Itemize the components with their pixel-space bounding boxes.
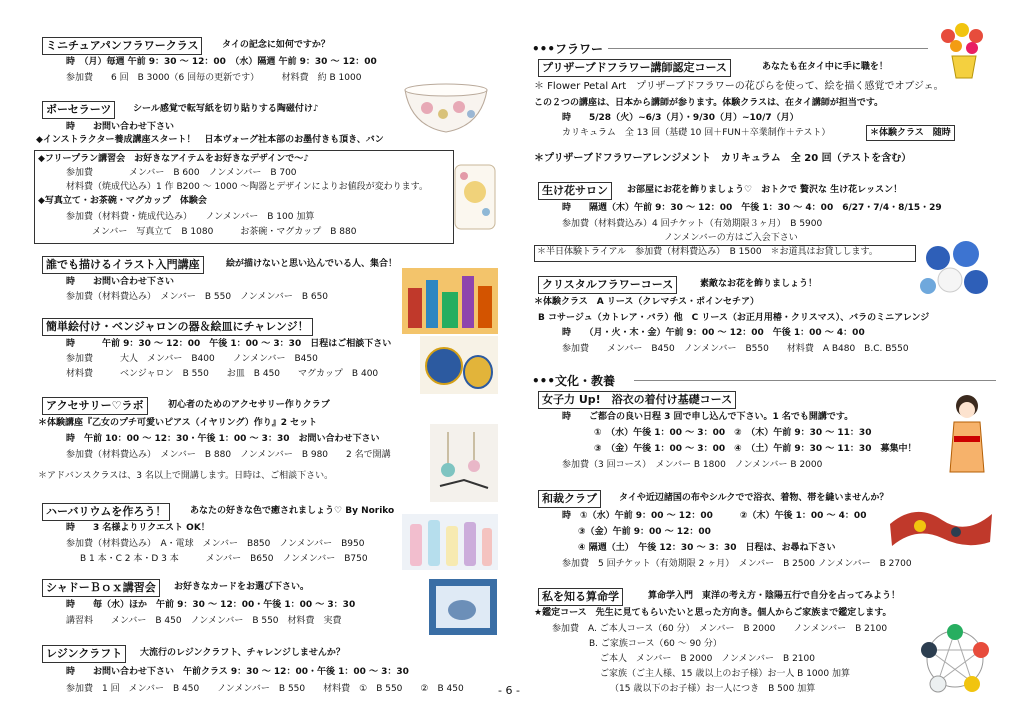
tea-bowl-image — [397, 76, 495, 138]
porcelarts-freeplan: ◆フリープラン講習会 お好きなアイテムをお好きなデザインで～♪ — [38, 154, 309, 164]
ikebana-title: 生け花サロン — [538, 182, 612, 200]
crystal-title: クリスタルフラワーコース — [538, 276, 677, 294]
wasai-title: 和裁クラブ — [538, 490, 601, 508]
wasai-subtitle: タイや近辺諸国の布やシルクでで浴衣、着物、帯を縫いませんか？ — [619, 493, 889, 503]
flower-section-title: •••フラワー — [532, 42, 604, 56]
kimono-slot-1-2: ① （水）午後 1：00 ～ 3：00 ② （木）午前 9：30 ～ 11：30 — [594, 428, 872, 438]
illust-title: 誰でも描けるイラスト入門講座 — [42, 256, 204, 274]
porcelarts-subtitle: シール感覚で転写紙を切り貼りする陶磁付け♪ — [133, 104, 319, 114]
kimono-time: 時 ご都合の良い日程 3 回で申し込んで下さい。1 名でも開講です。 — [562, 412, 854, 422]
accessory-time: 時 午前 10：00 ～ 12：30・午後 1：00 ～ 3：30 お問い合わせ下さい — [66, 434, 380, 444]
porcelarts-trial: ◆写真立て・お茶碗・マグカップ 体験会 — [38, 196, 207, 206]
benjarong-image — [420, 336, 498, 394]
preserved-trial-badge: ＊体験クラス 随時 — [866, 125, 955, 141]
preserved-arrangement: ＊プリザーブドフラワーアレンジメント カリキュラム 全 20 回（テストを含む） — [534, 153, 912, 164]
kimono-fabric-image — [886, 496, 996, 552]
preserved-flower-petal: ＊ Flower Petal Art プリザーブドフラワーの花びらを使って、絵を描く感覚でオブジェ。 — [534, 81, 944, 92]
preserved-subtitle: あなたも在タイ中に手に職を！ — [762, 62, 888, 72]
shadowbox-time: 時 毎（水）ほか 午前 9：30 ～ 12：00・午後 1：00 ～ 3：30 — [66, 600, 356, 610]
benjarong-fee: 参加費 大人 メンバー B400 ノンメンバー B450 — [66, 354, 318, 364]
sanmei-subtitle: 算命学入門 東洋の考え方・陰陽五行で自分を占ってみよう！ — [648, 591, 901, 601]
porcelarts-time: 時 お問い合わせ下さい — [66, 122, 175, 132]
photo-frame-image — [452, 162, 498, 232]
miniature-subtitle: タイの記念に如何ですか？ — [222, 40, 330, 50]
sanmei-fee-self: ご本人 メンバー B 2000 ノンメンバー B 2100 — [600, 654, 815, 664]
kimono-slot-3-4: ③ （金）午後 1：00 ～ 3：00 ④ （土）午前 9：30 ～ 11：30 募集中！ — [594, 444, 917, 454]
preserved-title: プリザーブドフラワー講師認定コース — [538, 59, 731, 77]
kimono-title: 女子力 Up! 浴衣の着付け基礎コース — [538, 391, 736, 409]
sanmei-kantei: ★鑑定コース 先生に見てもらいたいと思った方向き。個人からご家族まで鑑定します。 — [534, 608, 892, 618]
porcelarts-instructor: ◆インストラクター養成講座スタート！ 日本ヴォーグ社本部のお墨付きも頂き、バン — [36, 135, 384, 145]
shadowbox-fee: 講習料 メンバー B 450 ノンメンバー B 550 材料費 実費 — [66, 616, 342, 626]
miniature-title: ミニチュアパンフラワークラス — [42, 37, 202, 55]
crystal-flower-image — [916, 238, 996, 306]
resin-time: 時 お問い合わせ下さい 午前クラス 9：30 ～ 12：00・午後 1：00 ～ 3：30 — [66, 667, 409, 677]
earrings-image — [430, 424, 498, 502]
resin-title: レジンクラフト — [42, 645, 126, 663]
preserved-time: 時 5/28（火）~6/3（月）・9/30（月）~10/7（月） — [562, 113, 799, 123]
five-elements-image — [918, 622, 992, 696]
herbarium-subtitle: あなたの好きな色で癒されましょう♡ By Noriko — [190, 506, 395, 516]
illust-subtitle: 絵が描けないと思い込んでいる人、集合！ — [226, 259, 398, 269]
porcelarts-freeplan-fee: 参加費 メンバー B 600 ノンメンバー B 700 — [66, 168, 297, 178]
accessory-advance: ＊アドバンスクラスは、3 名以上で開講します。日時は、ご相談下さい。 — [38, 471, 334, 481]
resin-fee: 参加費 1 回 メンバー B 450 ノンメンバー B 550 材料費 ① B 550 ② B 450 — [66, 684, 464, 694]
ikebana-trial: ＊半日体験トライアル 参加費（材料費込み） B 1500 ＊お道具はお貸しします。 — [537, 247, 878, 257]
yukata-girl-image — [942, 392, 992, 474]
accessory-title: アクセサリー♡ラボ — [42, 397, 148, 415]
wasai-time-1-2: 時 ①（水）午前 9：00 ～ 12：00 ②（木）午後 1：00 ～ 4：00 — [562, 511, 867, 521]
wasai-time-4: ④ 隔週（土） 午後 12：30 ～ 3：30 日程は、お尋ね下さい — [578, 543, 836, 553]
shadowbox-image — [428, 578, 498, 636]
preserved-note: この２つの講座は、日本から講師が参ります。体験クラスは、在タイ講師が担当です。 — [534, 98, 884, 108]
accessory-fee: 参加費（材料費込み） メンバー B 880 ノンメンバー B 980 2 名で開講 — [66, 450, 391, 460]
illust-fee: 参加費（材料費込み） メンバー B 550 ノンメンバー B 650 — [66, 292, 329, 302]
herbarium-time: 時 3 名様よりリクエスト OK！ — [66, 523, 210, 533]
illustration-image — [402, 268, 498, 334]
accessory-subtitle: 初心者のためのアクセサリー作りクラブ — [168, 400, 330, 410]
herbarium-title: ハーバリウムを作ろう！ — [42, 503, 170, 521]
ikebana-time: 時 隔週（木）午前 9：30 ～ 12：00 午後 1：30 ～ 4：00 6/27・7/4・8/15・29 — [562, 203, 942, 213]
porcelarts-trial-fee: 参加費（材料費・焼成代込み） ノンメンバー B 100 加算 — [66, 212, 315, 222]
herbarium-image — [402, 514, 498, 570]
page-number: - 6 - — [498, 684, 520, 697]
wasai-time-3: ③（金）午前 9：00 ～ 12：00 — [578, 527, 711, 537]
ikebana-fee: 参加費（材料費込み）4 回チケット（有効期限３ヶ月） B 5900 — [562, 219, 823, 229]
crystal-fee: 参加費 メンバー B450 ノンメンバー B550 材料費 A B480 B.C. B550 — [562, 344, 909, 354]
sanmei-fee-b: B. ご家族コース（60 ～ 90 分） — [589, 639, 722, 649]
culture-section-title: •••文化・教養 — [532, 374, 616, 388]
miniature-time: 時 （月）毎週 午前 9：30 ～ 12：00 （水）隔週 午前 9：30 ～ 12：00 — [66, 57, 377, 67]
ikebana-subtitle: お部屋にお花を飾りましょう♡ おトクで 贅沢な 生け花レッスン！ — [627, 185, 903, 195]
ikebana-nonmember: ノンメンバーの方はご入会下さい — [664, 233, 798, 243]
miniature-fee: 参加費 6 回 B 3000（6 回毎の更新です） 材料費 約 B 1000 — [66, 73, 362, 83]
preserved-curriculum: カリキュラム 全 13 回（基礎 10 回＋FUN＋卒業制作＋テスト） — [562, 128, 831, 138]
benjarong-time: 時 午前 9：30 ～ 12：00 午後 1：00 ～ 3：30 日程はご相談下さい — [66, 339, 392, 349]
accessory-trial: ＊体験講座『乙女のプチ可愛いピアス（イヤリング）作り』2 セット — [38, 418, 318, 428]
crystal-trial-bc: B コサージュ（カトレア・バラ）他 C リース（お正月用椿・クリスマス）、バラのミニアレンジ — [538, 313, 930, 323]
benjarong-title: 簡単絵付け・ベンジャロンの器＆絵皿にチャレンジ！ — [42, 318, 313, 336]
porcelarts-freeplan-material: 材料費（焼成代込み）1 作 B200 ～ 1000 ～陶器とデザインによりお値段が変わります。 — [66, 182, 428, 192]
sanmei-fee-child: （15 歳以下のお子様）お一人につき B 500 加算 — [610, 684, 816, 694]
shadowbox-subtitle: お好きなカードをお選び下さい。 — [174, 582, 310, 592]
shadowbox-title: シャドーＢｏｘ講習会 — [42, 579, 160, 597]
herbarium-fee-a: 参加費（材料費込み） A・電球 メンバー B850 ノンメンバー B950 — [66, 539, 365, 549]
culture-section-rule — [634, 380, 996, 381]
benjarong-material: 材料費 ベンジャロン B 550 お皿 B 450 マグカップ B 400 — [66, 369, 379, 379]
illust-time: 時 お問い合わせ下さい — [66, 277, 175, 287]
flower-pot-image — [934, 22, 994, 80]
sanmei-fee-a: 参加費 A. ご本人コース（60 分） メンバー B 2000 ノンメンバー B 2100 — [552, 624, 888, 634]
sanmei-title: 私を知る算命学 — [538, 588, 623, 606]
kimono-fee: 参加費（3 回コース） メンバー B 1800 ノンメンバー B 2000 — [562, 460, 823, 470]
herbarium-fee-b: B 1 本・C 2 本・D 3 本 メンバー B650 ノンメンバー B750 — [80, 554, 368, 564]
crystal-subtitle: 素敵なお花を飾りましょう！ — [700, 279, 818, 289]
crystal-time: 時 （月・火・木・金）午前 9：00 ～ 12：00 午後 1：00 ～ 4：00 — [562, 328, 865, 338]
resin-subtitle: 大流行のレジンクラフト、チャレンジしませんか？ — [140, 648, 345, 658]
flower-section-rule — [608, 48, 928, 49]
crystal-trial: ＊体験クラス A リース（クレマチス・ポインセチア） — [534, 297, 760, 307]
porcelarts-title: ポーセラーツ — [42, 101, 115, 119]
wasai-fee: 参加費 5 回チケット（有効期限 2 ヶ月） メンバー B 2500 ノンメンバー B 2700 — [562, 559, 912, 569]
porcelarts-trial-member: メンバー 写真立て B 1080 お茶碗・マグカップ B 880 — [92, 227, 357, 237]
sanmei-fee-family: ご家族（ご主人様、15 歳以上のお子様）お一人 B 1000 加算 — [600, 669, 850, 679]
